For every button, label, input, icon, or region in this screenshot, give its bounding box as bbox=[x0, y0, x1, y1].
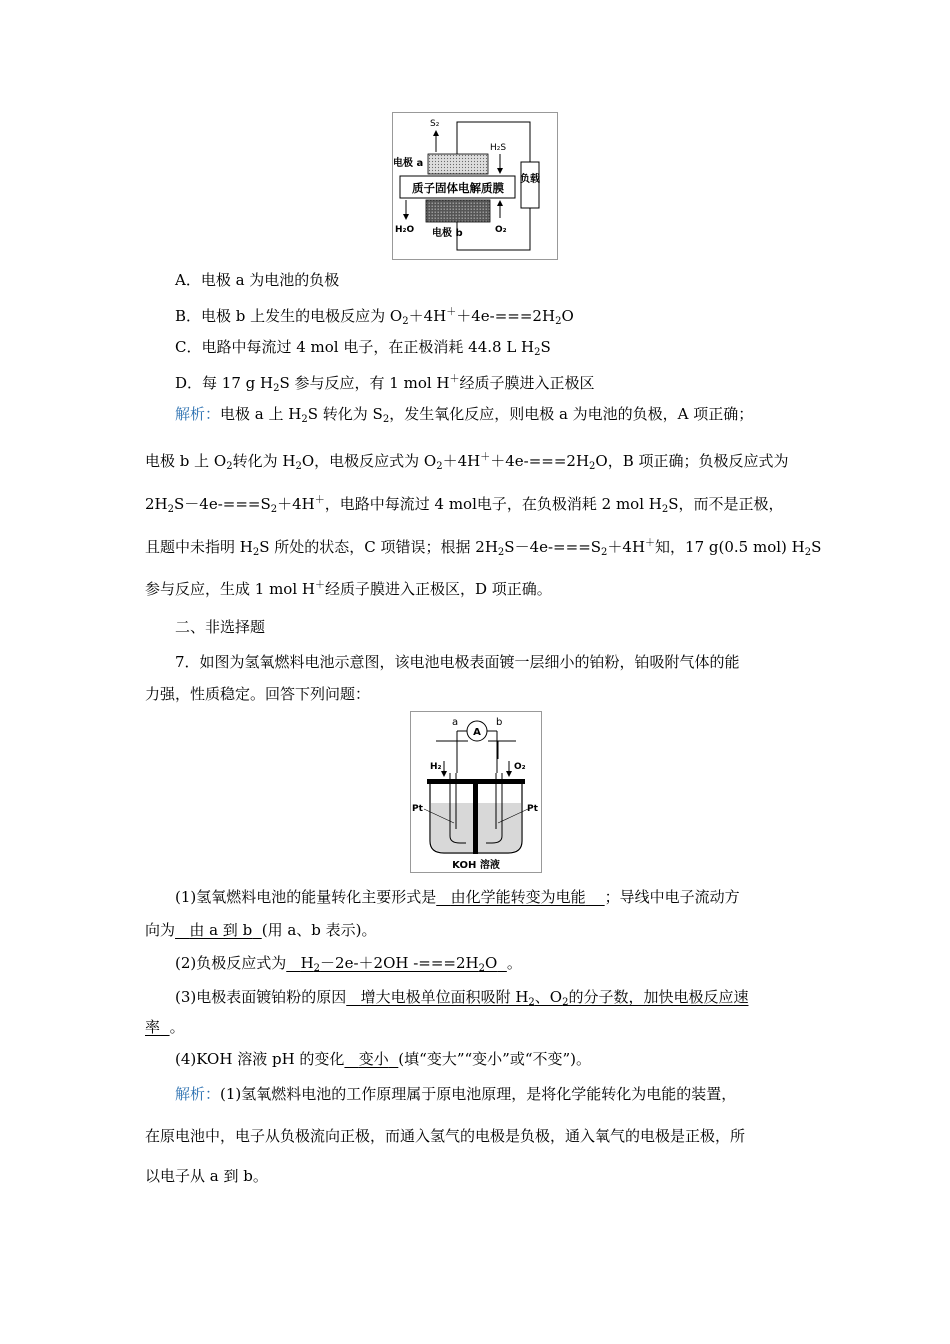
label-o2-fig2: O₂ bbox=[514, 762, 526, 772]
label-load: 负载 bbox=[520, 174, 540, 185]
label-h2s: H₂S bbox=[490, 143, 507, 153]
label-h2: H₂ bbox=[430, 762, 442, 772]
label-h2o: H₂O bbox=[395, 225, 415, 235]
label-b: b bbox=[496, 717, 503, 728]
part4: (4)KOH 溶液 pH 的变化 变小 (填“变大”“变小”或“不变”)。 bbox=[175, 1050, 592, 1068]
section-heading: 二、非选择题 bbox=[175, 618, 266, 636]
analysis1-line2: 电极 b 上 $O_2$转化为 $H_2O$，电极反应式为 $O_2+4H^++4e-===2H_2O$，B 项正确；负极反应式为 bbox=[145, 452, 789, 472]
analysis1-line4: 且题中未指明 $H_2S$ 所处的状态，C 项错误；根据 $2H_2S-4e-===S_2+4H^+$知，17 g(0.5 mol) $H_2S$ bbox=[145, 538, 822, 558]
option-c: C．电路中每流过 4 mol 电子，在正极消耗 44.8 L $H_2S$ bbox=[175, 338, 551, 358]
part3-line1: (3)电极表面镀铂粉的原因 增大电极单位面积吸附 $H_2$、$O_2$的分子数，加快电极反应速 bbox=[175, 988, 749, 1008]
analysis1-line3: $2H_2S-4e-===S_2+4H^+$，电路中每流过 4 mol电子，在负极消耗 2 mol $H_2S$，而不是正极， bbox=[145, 495, 784, 515]
label-electrode-a: 电极 a bbox=[393, 158, 424, 169]
option-b: B．电极 b 上发生的电极反应为 $O_2+4H^++4e-===2H_2O$ bbox=[175, 307, 574, 327]
analysis2-line2: 在原电池中，电子从负极流向正极，而通入氢气的电极是负极，通入氧气的电极是正极，所 bbox=[145, 1127, 746, 1145]
option-d: D．每 17 g $H_2S$ 参与反应，有 1 mol H＋经质子膜进入正极区 bbox=[175, 374, 595, 394]
part3-line2: 率 。 bbox=[145, 1018, 185, 1036]
label-a: a bbox=[452, 717, 459, 728]
option-a: A．电极 a 为电池的负极 bbox=[175, 271, 340, 289]
part2: (2)负极反应式为 $H_2-2e-+2OH$ $-===2H_2O$ 。 bbox=[175, 954, 522, 974]
analysis2-line3: 以电子从 a 到 b。 bbox=[145, 1167, 268, 1185]
label-pt-left: Pt bbox=[412, 804, 423, 814]
label-electrode-b: 电极 b bbox=[432, 228, 463, 239]
label-s2: S₂ bbox=[430, 119, 440, 129]
figure-hydrogen-fuel-cell bbox=[410, 711, 542, 873]
part1-line2: 向为 由 a 到 b (用 a、b 表示)。 bbox=[145, 921, 377, 939]
analysis1-line1: 解析：电极 a 上 $H_2S$ 转化为 $S_2$，发生氧化反应，则电极 a 为电池的负极，A 项正确； bbox=[175, 405, 754, 425]
analysis2-line1: 解析：(1)氢氧燃料电池的工作原理属于原电池原理，是将化学能转化为电能的装置， bbox=[175, 1085, 737, 1103]
label-o2: O₂ bbox=[495, 225, 507, 235]
label-membrane: 质子固体电解质膜 bbox=[412, 181, 504, 195]
label-koh: KOH 溶液 bbox=[452, 860, 500, 871]
label-ammeter: A bbox=[473, 727, 481, 738]
analysis1-line5: 参与反应，生成 1 mol H＋经质子膜进入正极区，D 项正确。 bbox=[145, 580, 552, 598]
question7-line1: 7．如图为氢氧燃料电池示意图，该电池电极表面镀一层细小的铂粉，铂吸附气体的能 bbox=[175, 653, 740, 671]
label-pt-right: Pt bbox=[527, 804, 538, 814]
question7-line2: 力强，性质稳定。回答下列问题： bbox=[145, 685, 371, 703]
part1-line1: (1)氢氧燃料电池的能量转化主要形式是 由化学能转变为电能 ；导线中电子流动方 bbox=[175, 888, 740, 906]
figure-proton-membrane-cell bbox=[392, 112, 558, 260]
